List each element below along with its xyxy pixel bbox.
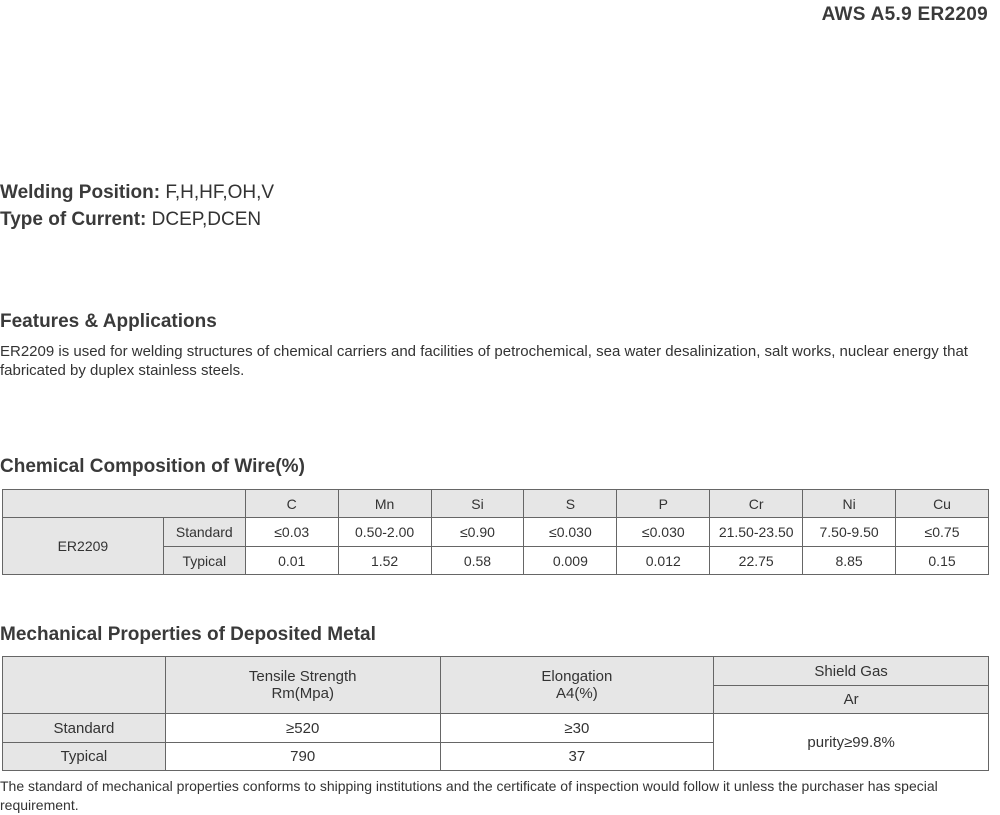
mechanical-table <box>2 656 989 771</box>
typical-value: 1.52 <box>338 547 431 575</box>
typical-tensile-value: 790 <box>165 743 440 771</box>
features-text: ER2209 is used for welding structures of chemical carriers and facilities of petrochemical, sea water desalinization, salt works, nuclear energy that fabricated by duplex stainless steels. <box>0 343 968 379</box>
product-code: AWS A5.9 ER2209 <box>821 4 988 25</box>
typical-row-label: Typical <box>163 547 245 575</box>
standard-value: ≤0.030 <box>524 518 617 547</box>
standard-value: ≤0.90 <box>431 518 524 547</box>
tensile-header-line2: Rm(Mpa) <box>271 685 334 702</box>
current-type-value: DCEP,DCEN <box>151 209 262 230</box>
standard-row-label: Standard <box>163 518 245 547</box>
standard-value: ≤0.030 <box>617 518 710 547</box>
element-header: C <box>245 490 338 518</box>
element-header: S <box>524 490 617 518</box>
chemical-table <box>2 489 989 575</box>
purity-cell: purity≥99.8% <box>714 714 989 771</box>
welding-position-value: F,H,HF,OH,V <box>165 182 275 203</box>
tensile-header-line1: Tensile Strength <box>248 668 357 685</box>
typical-value: 22.75 <box>710 547 803 575</box>
element-header: Ni <box>803 490 896 518</box>
tensile-header <box>165 657 440 714</box>
elongation-header-line2: A4(%) <box>556 685 598 702</box>
mechanical-title: Mechanical Properties of Deposited Metal <box>0 624 376 645</box>
chemical-corner-cell <box>3 490 246 518</box>
standard-elongation-value: ≥30 <box>440 714 714 743</box>
mech-standard-label: Standard <box>3 714 166 743</box>
current-type-label: Type of Current: <box>0 209 147 230</box>
standard-value: ≤0.75 <box>896 518 989 547</box>
standard-tensile-value: ≥520 <box>165 714 440 743</box>
standard-note: The standard of mechanical properties conforms to shipping institutions and the certificate of inspection would follow it unless the purchaser has special requirement. <box>0 778 938 813</box>
element-header: P <box>617 490 710 518</box>
current-type <box>0 209 261 231</box>
standard-value: 0.50-2.00 <box>338 518 431 547</box>
element-header: Cu <box>896 490 989 518</box>
standard-value: ≤0.03 <box>245 518 338 547</box>
welding-position-label: Welding Position: <box>0 182 161 203</box>
elongation-header-line1: Elongation <box>541 668 613 685</box>
features-title: Features & Applications <box>0 311 217 332</box>
gas-type-cell: Ar <box>714 686 989 714</box>
elongation-header <box>440 657 714 714</box>
element-header: Mn <box>338 490 431 518</box>
grade-cell: ER2209 <box>3 518 164 575</box>
chemical-title: Chemical Composition of Wire(%) <box>0 456 305 477</box>
element-header: Si <box>431 490 524 518</box>
element-header: Cr <box>710 490 803 518</box>
typical-value: 0.012 <box>617 547 710 575</box>
typical-value: 0.15 <box>896 547 989 575</box>
welding-position <box>0 182 274 204</box>
typical-value: 0.58 <box>431 547 524 575</box>
typical-elongation-value: 37 <box>440 743 714 771</box>
mech-typical-label: Typical <box>3 743 166 771</box>
mechanical-corner-cell <box>3 657 166 714</box>
standard-value: 21.50-23.50 <box>710 518 803 547</box>
typical-value: 0.01 <box>245 547 338 575</box>
standard-value: 7.50-9.50 <box>803 518 896 547</box>
typical-value: 8.85 <box>803 547 896 575</box>
typical-value: 0.009 <box>524 547 617 575</box>
shield-gas-header: Shield Gas <box>714 657 989 686</box>
